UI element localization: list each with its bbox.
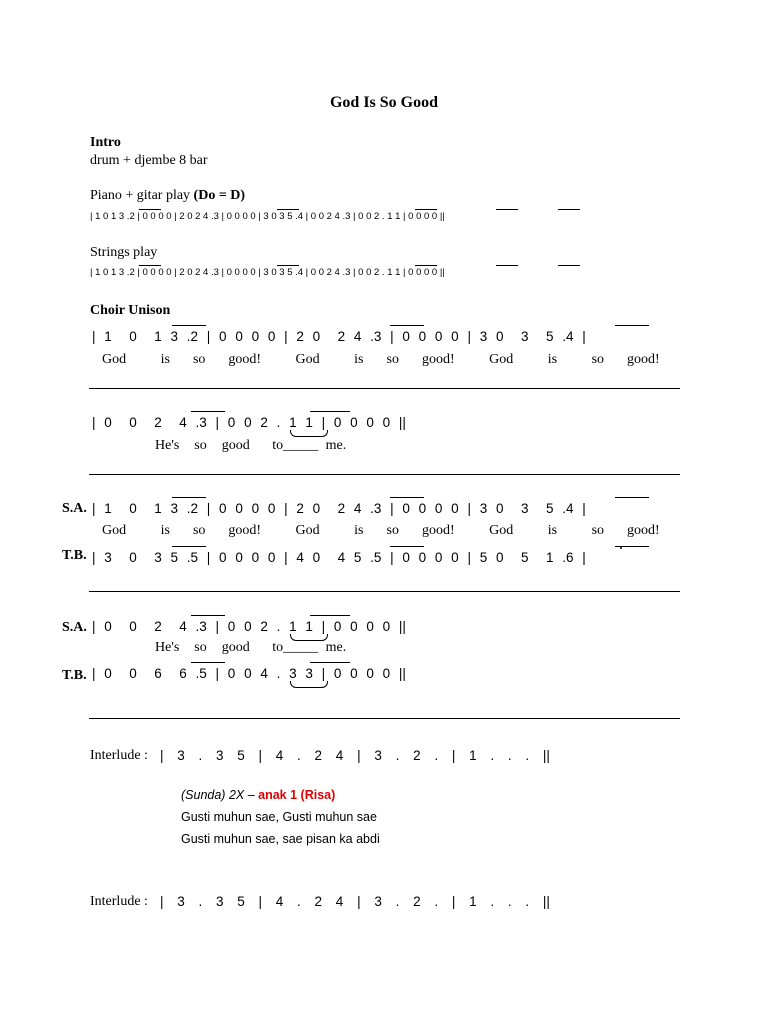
tb-label-2: T.B. xyxy=(62,668,87,683)
divider xyxy=(89,718,680,719)
divider xyxy=(89,474,680,475)
interlude1-label: Interlude : xyxy=(90,748,152,763)
choir-line2-lyrics: He's so good to_____ me. xyxy=(155,438,347,453)
choir-line2-notes: | 0 0 2 4 .3 | 0 0 2 . 1 1 | 0 0 0 0 || xyxy=(92,415,406,430)
interlude2-notes: | 3 . 3 5 | 4 . 2 4 | 3 . 2 . | 1 . . . || xyxy=(160,894,550,909)
singer-name: anak 1 (Risa) xyxy=(258,788,336,802)
piano-notation: | 1 0 1 3 .2 | 0 0 0 0 | 2 0 2 4 .3 | 0 0 0 0 | 3 0 3 5 .4 | 0 0 2 4 .3 | 0 0 2 . 1 1 | 0 0 0 0 || xyxy=(90,211,445,222)
intro-heading: Intro xyxy=(90,135,121,150)
sa2-lyrics: He's so good to_____ me. xyxy=(155,640,347,655)
piano-line xyxy=(90,188,245,204)
tb2-notes: | 0 0 6 6 .5 | 0 0 4 . 3 3 | 0 0 0 0 || xyxy=(92,666,406,681)
tb1-notes: | 3 0 3 5 .5 | 0 0 0 0 | 4 0 4 5 .5 | 0 0 0 0 | 5 0 5 1 .6 | xyxy=(92,550,586,565)
divider xyxy=(89,591,680,592)
intro-line: drum + djembe 8 bar xyxy=(90,153,208,168)
strings-notation: | 1 0 1 3 .2 | 0 0 0 0 | 2 0 2 4 .3 | 0 0 0 0 | 3 0 3 5 .4 | 0 0 2 4 .3 | 0 0 2 . 1 1 | 0 0 0 0 || xyxy=(90,267,445,278)
piano-key: (Do = D) xyxy=(193,188,246,203)
piano-prefix: Piano + gitar play xyxy=(90,188,194,203)
sunda-line1: Gusti muhun sae, Gusti muhun sae xyxy=(181,810,377,824)
divider xyxy=(89,388,680,389)
strings-label: Strings play xyxy=(90,245,158,260)
choir-line1-lyrics: God is so good! God is so good! God is so good! xyxy=(102,352,660,367)
sunda-heading xyxy=(181,788,335,802)
sa-label: S.A. xyxy=(62,501,87,516)
page-title: God Is So Good xyxy=(329,94,439,111)
choir-heading: Choir Unison xyxy=(90,303,171,318)
interlude2-label: Interlude : xyxy=(90,894,152,909)
tb-label: T.B. xyxy=(62,548,87,563)
sa1-notes: | 1 0 1 3 .2 | 0 0 0 0 | 2 0 2 4 .3 | 0 0 0 0 | 3 0 3 5 .4 | xyxy=(92,501,586,516)
sa2-notes: | 0 0 2 4 .3 | 0 0 2 . 1 1 | 0 0 0 0 || xyxy=(92,619,406,634)
sa1-lyrics: God is so good! God is so good! God is so good! xyxy=(102,523,660,538)
sunda-line2: Gusti muhun sae, sae pisan ka abdi xyxy=(181,832,380,846)
sa-label-2: S.A. xyxy=(62,620,87,635)
interlude1-notes: | 3 . 3 5 | 4 . 2 4 | 3 . 2 . | 1 . . . || xyxy=(160,748,550,763)
choir-line1-notes: | 1 0 1 3 .2 | 0 0 0 0 | 2 0 2 4 .3 | 0 0 0 0 | 3 0 3 5 .4 | xyxy=(92,329,586,344)
sunda-prefix: (Sunda) 2X – xyxy=(181,788,259,802)
